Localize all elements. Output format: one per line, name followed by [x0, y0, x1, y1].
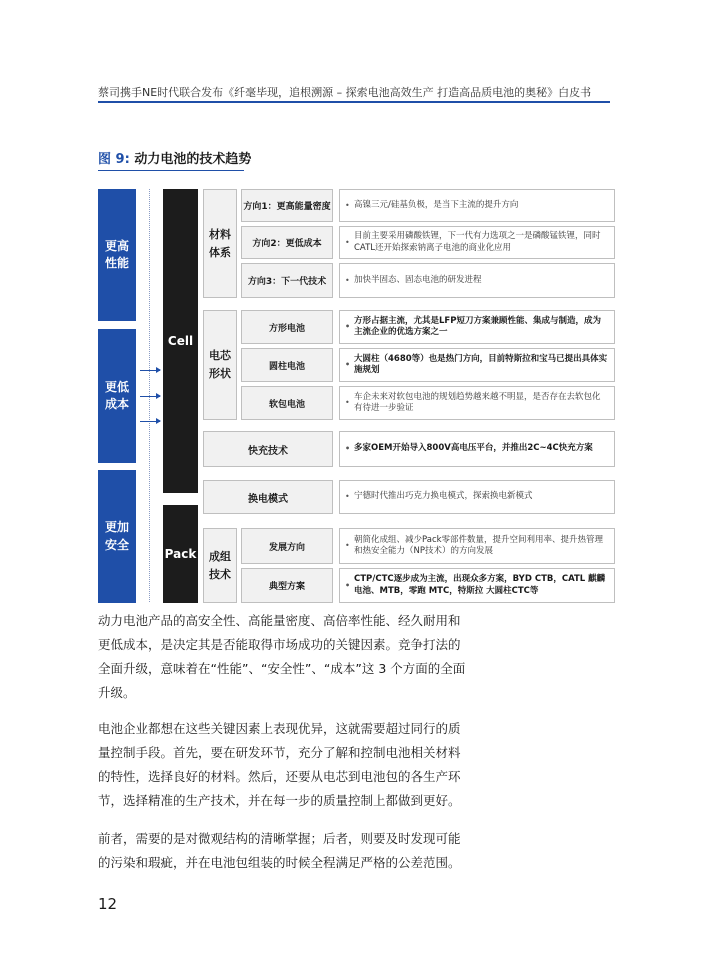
body-paragraph: 前者，需要的是对微观结构的清晰掌握；后者，则要及时发现可能的污染和瑕疵，并在电池包组装的时候全程满足严格的公差范围。 [98, 831, 461, 870]
arrow-icon [140, 396, 160, 397]
group-cell-form: 电芯形状 [203, 310, 237, 420]
body-paragraph: 动力电池产品的高安全性、高能量密度、高倍率性能、经久耐用和更低成本，是决定其是否能取得市场成功的关键因素。竞争打法的全面升级，意味着在“性能”、“安全性”、“成本”这 3 个方面的全面升级。 [98, 613, 466, 700]
row-label: 方向2：更低成本 [241, 226, 333, 259]
row-description: • 多家OEM开始导入800V高电压平台，并推出2C~4C快充方案 [339, 431, 615, 467]
row-label: 方向3：下一代技术 [241, 263, 333, 298]
row-description: • 朝简化成组、减少Pack零部件数量，提升空间利用率、提升热管理和热安全能力（NP技术）的方向发展 [339, 528, 615, 564]
category-performance: 更高性能 [98, 189, 136, 321]
row-label: 发展方向 [241, 528, 333, 564]
row-label: 换电模式 [203, 480, 333, 514]
arrow-icon [140, 370, 160, 371]
category-safety: 更加安全 [98, 470, 136, 603]
level-cell: Cell [163, 189, 198, 493]
page-header: 蔡司携手NE时代联合发布《纤毫毕现，追根溯源 – 探索电池高效生产 打造高品质电池的奥秘》白皮书 [98, 86, 592, 99]
row-label: 典型方案 [241, 568, 333, 603]
group-materials: 材料体系 [203, 189, 237, 298]
row-description: • 目前主要采用磷酸铁锂，下一代有力选项之一是磷酸锰铁锂，同时CATL还开始探索钠离子电池的商业化应用 [339, 226, 615, 259]
page-number: 12 [98, 895, 118, 913]
category-cost: 更低成本 [98, 329, 136, 463]
row-label: 软包电池 [241, 386, 333, 420]
row-description: • 方形占据主流，尤其是LFP短刀方案兼顾性能、集成与制造，成为主流企业的优选方案之一 [339, 310, 615, 344]
arrow-icon [140, 421, 160, 422]
header-rule [98, 101, 610, 103]
row-description: • 车企未来对软包电池的规划趋势越来越不明显，是否存在去软包化有待进一步验证 [339, 386, 615, 420]
row-label: 方向1：更高能量密度 [241, 189, 333, 222]
row-description: • 大圆柱（4680等）也是热门方向，目前特斯拉和宝马已提出具体实施规划 [339, 348, 615, 382]
row-description: • CTP/CTC逐步成为主流，出现众多方案，BYD CTB，CATL 麒麟电池、MTB，零跑 MTC，特斯拉 大圆柱CTC等 [339, 568, 615, 603]
row-label: 快充技术 [203, 431, 333, 467]
row-label: 圆柱电池 [241, 348, 333, 382]
figure-caption: 动力电池的技术趋势 [134, 152, 252, 167]
level-pack: Pack [163, 505, 198, 603]
row-label: 方形电池 [241, 310, 333, 344]
figure-title [98, 148, 251, 167]
body-paragraph: 电池企业都想在这些关键因素上表现优异，这就需要超过同行的质量控制手段。首先，要在研发环节，充分了解和控制电池相关材料的特性，选择良好的材料。然后，还要从电芯到电池包的各生产环节，选择精准的生产技术，并在每一步的质量控制上都做到更好。 [98, 721, 461, 808]
figure-title-rule [98, 170, 244, 171]
row-description: • 高镍三元/硅基负极，是当下主流的提升方向 [339, 189, 615, 222]
row-description: • 宁德时代推出巧克力换电模式，探索换电新模式 [339, 480, 615, 514]
group-assembly: 成组技术 [203, 528, 237, 603]
figure-label: 图 9: [98, 152, 130, 167]
row-description: • 加快半固态、固态电池的研发进程 [339, 263, 615, 298]
